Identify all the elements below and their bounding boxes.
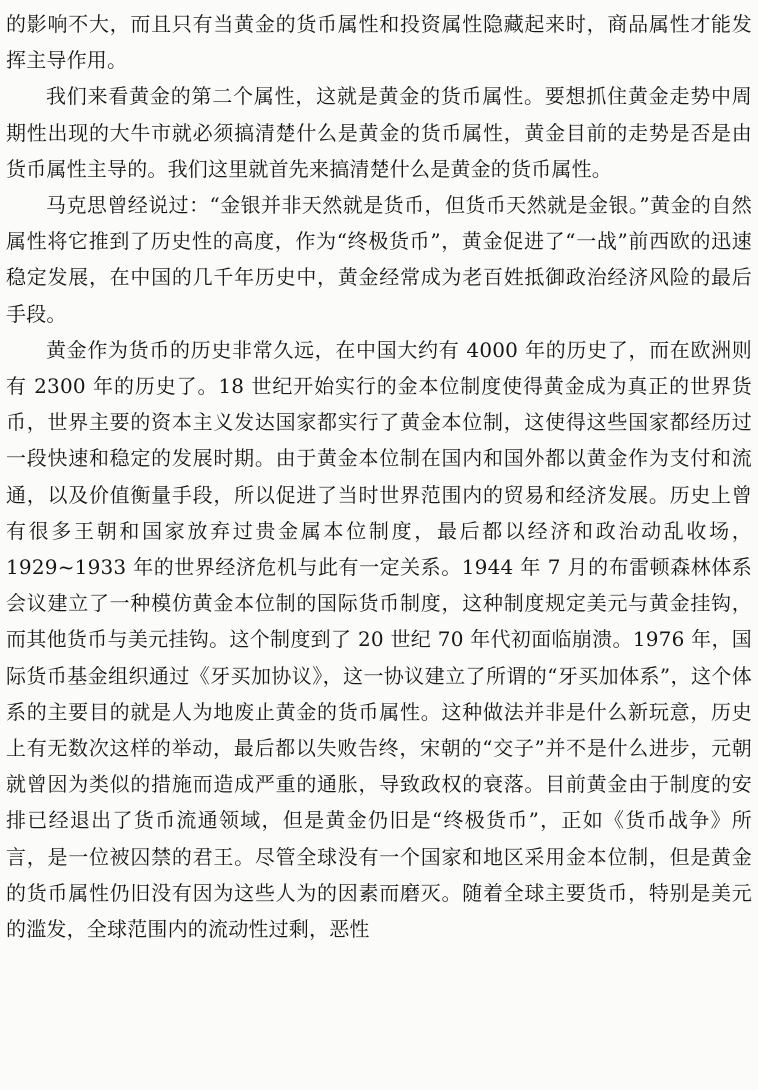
paragraph-gold-history: 黄金作为货币的历史非常久远，在中国大约有 4000 年的历史了，而在欧洲则有 2300 年的历史了。18 世纪开始实行的金本位制度使得黄金成为真正的世界货币，世界主要的资本主义发达国家都实行了黄金本位制，这使得这些国家都经历过一段快速和稳定的发展时期。由于黄金本位制在国内和国外都以黄金作为支付和流通，以及价值衡量手段，所以促进了当时世界范围内的贸易和经济发展。历史上曾有很多王朝和国家放弃过贵金属本位制度，最后都以经济和政治动乱收场，1929~1933 年的世界经济危机与此有一定关系。1944 年 7 月的布雷顿森林体系会议建立了一种模仿黄金本位制的国际货币制度，这种制度规定美元与黄金挂钩，而其他货币与美元挂钩。这个制度到了 20 世纪 70 年代初面临崩溃。1976 年，国际货币基金组织通过《牙买加协议》，这一协议建立了所谓的“牙买加体系”，这个体系的主要目的就是人为地废止黄金的货币属性。这种做法并非是什么新玩意，历史上有无数次这样的举动，最后都以失败告终，宋朝的“交子”并不是什么进步，元朝就曾因为类似的措施而造成严重的通胀，导致政权的衰落。目前黄金由于制度的安排已经退出了货币流通领域，但是黄金仍旧是“终极货币”，正如《货币战争》所言，是一位被囚禁的君王。尽管全球没有一个国家和地区采用金本位制，但是黄金的货币属性仍旧没有因为这些人为的因素而磨灭。随着全球主要货币，特别是美元的滥发，全球范围内的流动性过剩，恶性 — [6, 337, 752, 942]
paragraph-monetary-attribute: 我们来看黄金的第二个属性，这就是黄金的货币属性。要想抓住黄金走势中周期性出现的大牛市就必须搞清楚什么是黄金的货币属性，黄金目前的走势是否是由货币属性主导的。我们这里就首先来搞清楚什么是黄金的货币属性。 — [6, 84, 752, 181]
paragraph-continuation: 的影响不大，而且只有当黄金的货币属性和投资属性隐藏起来时，商品属性才能发挥主导作用。 — [6, 12, 752, 73]
paragraph-marx-quote: 马克思曾经说过：“金银并非天然就是货币，但货币天然就是金银。”黄金的自然属性将它推到了历史性的高度，作为“终极货币”，黄金促进了“一战”前西欧的迅速稳定发展，在中国的几千年历史中，黄金经常成为老百姓抵御政治经济风险的最后手段。 — [6, 193, 752, 326]
